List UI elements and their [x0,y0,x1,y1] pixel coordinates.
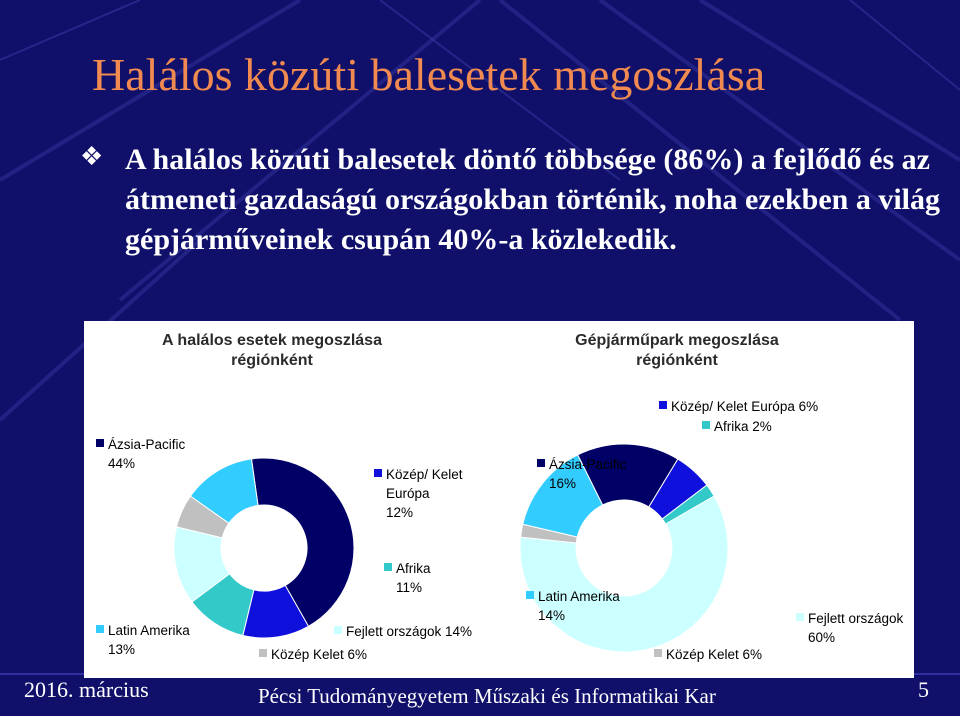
diamond-bullet-icon: ❖ [80,142,104,171]
legend-marker [384,563,392,571]
footer-date: 2016. március [24,677,149,702]
slice-label: Európa [386,486,430,501]
slice-value: 60% [808,630,836,645]
slice-label: Ázsia-Pacific [549,457,627,472]
slice-label: Közép/ Kelet [386,467,463,482]
slice-label: Afrika 2% [714,419,772,434]
legend-marker [702,421,710,429]
donut-charts [84,321,914,678]
legend-marker [96,625,104,633]
chart-panel [84,321,914,678]
bullet-point [80,140,940,260]
slide-title: Halálos közúti balesetek megoszlása [92,49,766,100]
donut-chart-1 [96,332,472,662]
slice-label: Latin Amerika [108,623,190,638]
legend-marker [96,439,104,447]
footer-institution: Pécsi Tudományegyetem Műszaki és Informatikai Kar [258,684,716,708]
slice-label: Közép Kelet 6% [666,647,763,662]
page-number: 5 [918,677,929,702]
slice-value: 13% [108,642,136,657]
slice-value: 14% [538,608,566,623]
donut-chart-2 [520,332,904,662]
slice-label: Fejlett országok 14% [346,624,473,639]
chart-title: A halálos esetek megoszlása [162,332,382,349]
slice-label: Ázsia-Pacific [108,437,186,452]
slice-label: Közép Kelet 6% [271,647,368,662]
slice-value: 11% [396,580,423,595]
slice-label: Latin Amerika [538,589,620,604]
slice-label: Fejlett országok [808,611,904,626]
slice-value: 44% [108,456,136,471]
legend-marker [796,613,804,621]
chart-title: régiónként [231,352,313,369]
slice-value: 12% [386,505,414,520]
legend-marker [374,469,382,477]
slice-value: 16% [549,476,577,491]
legend-marker [654,649,662,657]
legend-marker [659,401,667,409]
bullet-text: A halálos közúti balesetek döntő többsége (86%) a fejlődő és az átmeneti gazdaságú országokban történik, noha ezekben a világ gépjárműveinek csupán 40%-a közlekedik. [125,143,941,256]
legend-marker [334,626,342,634]
legend-marker [526,591,534,599]
chart-title: Gépjárműpark megoszlása [575,332,779,349]
chart-title: régiónként [636,352,718,369]
slice-label: Közép/ Kelet Európa 6% [671,399,819,414]
legend-marker [259,649,267,657]
legend-marker [537,459,545,467]
slice-label: Afrika [396,561,431,576]
